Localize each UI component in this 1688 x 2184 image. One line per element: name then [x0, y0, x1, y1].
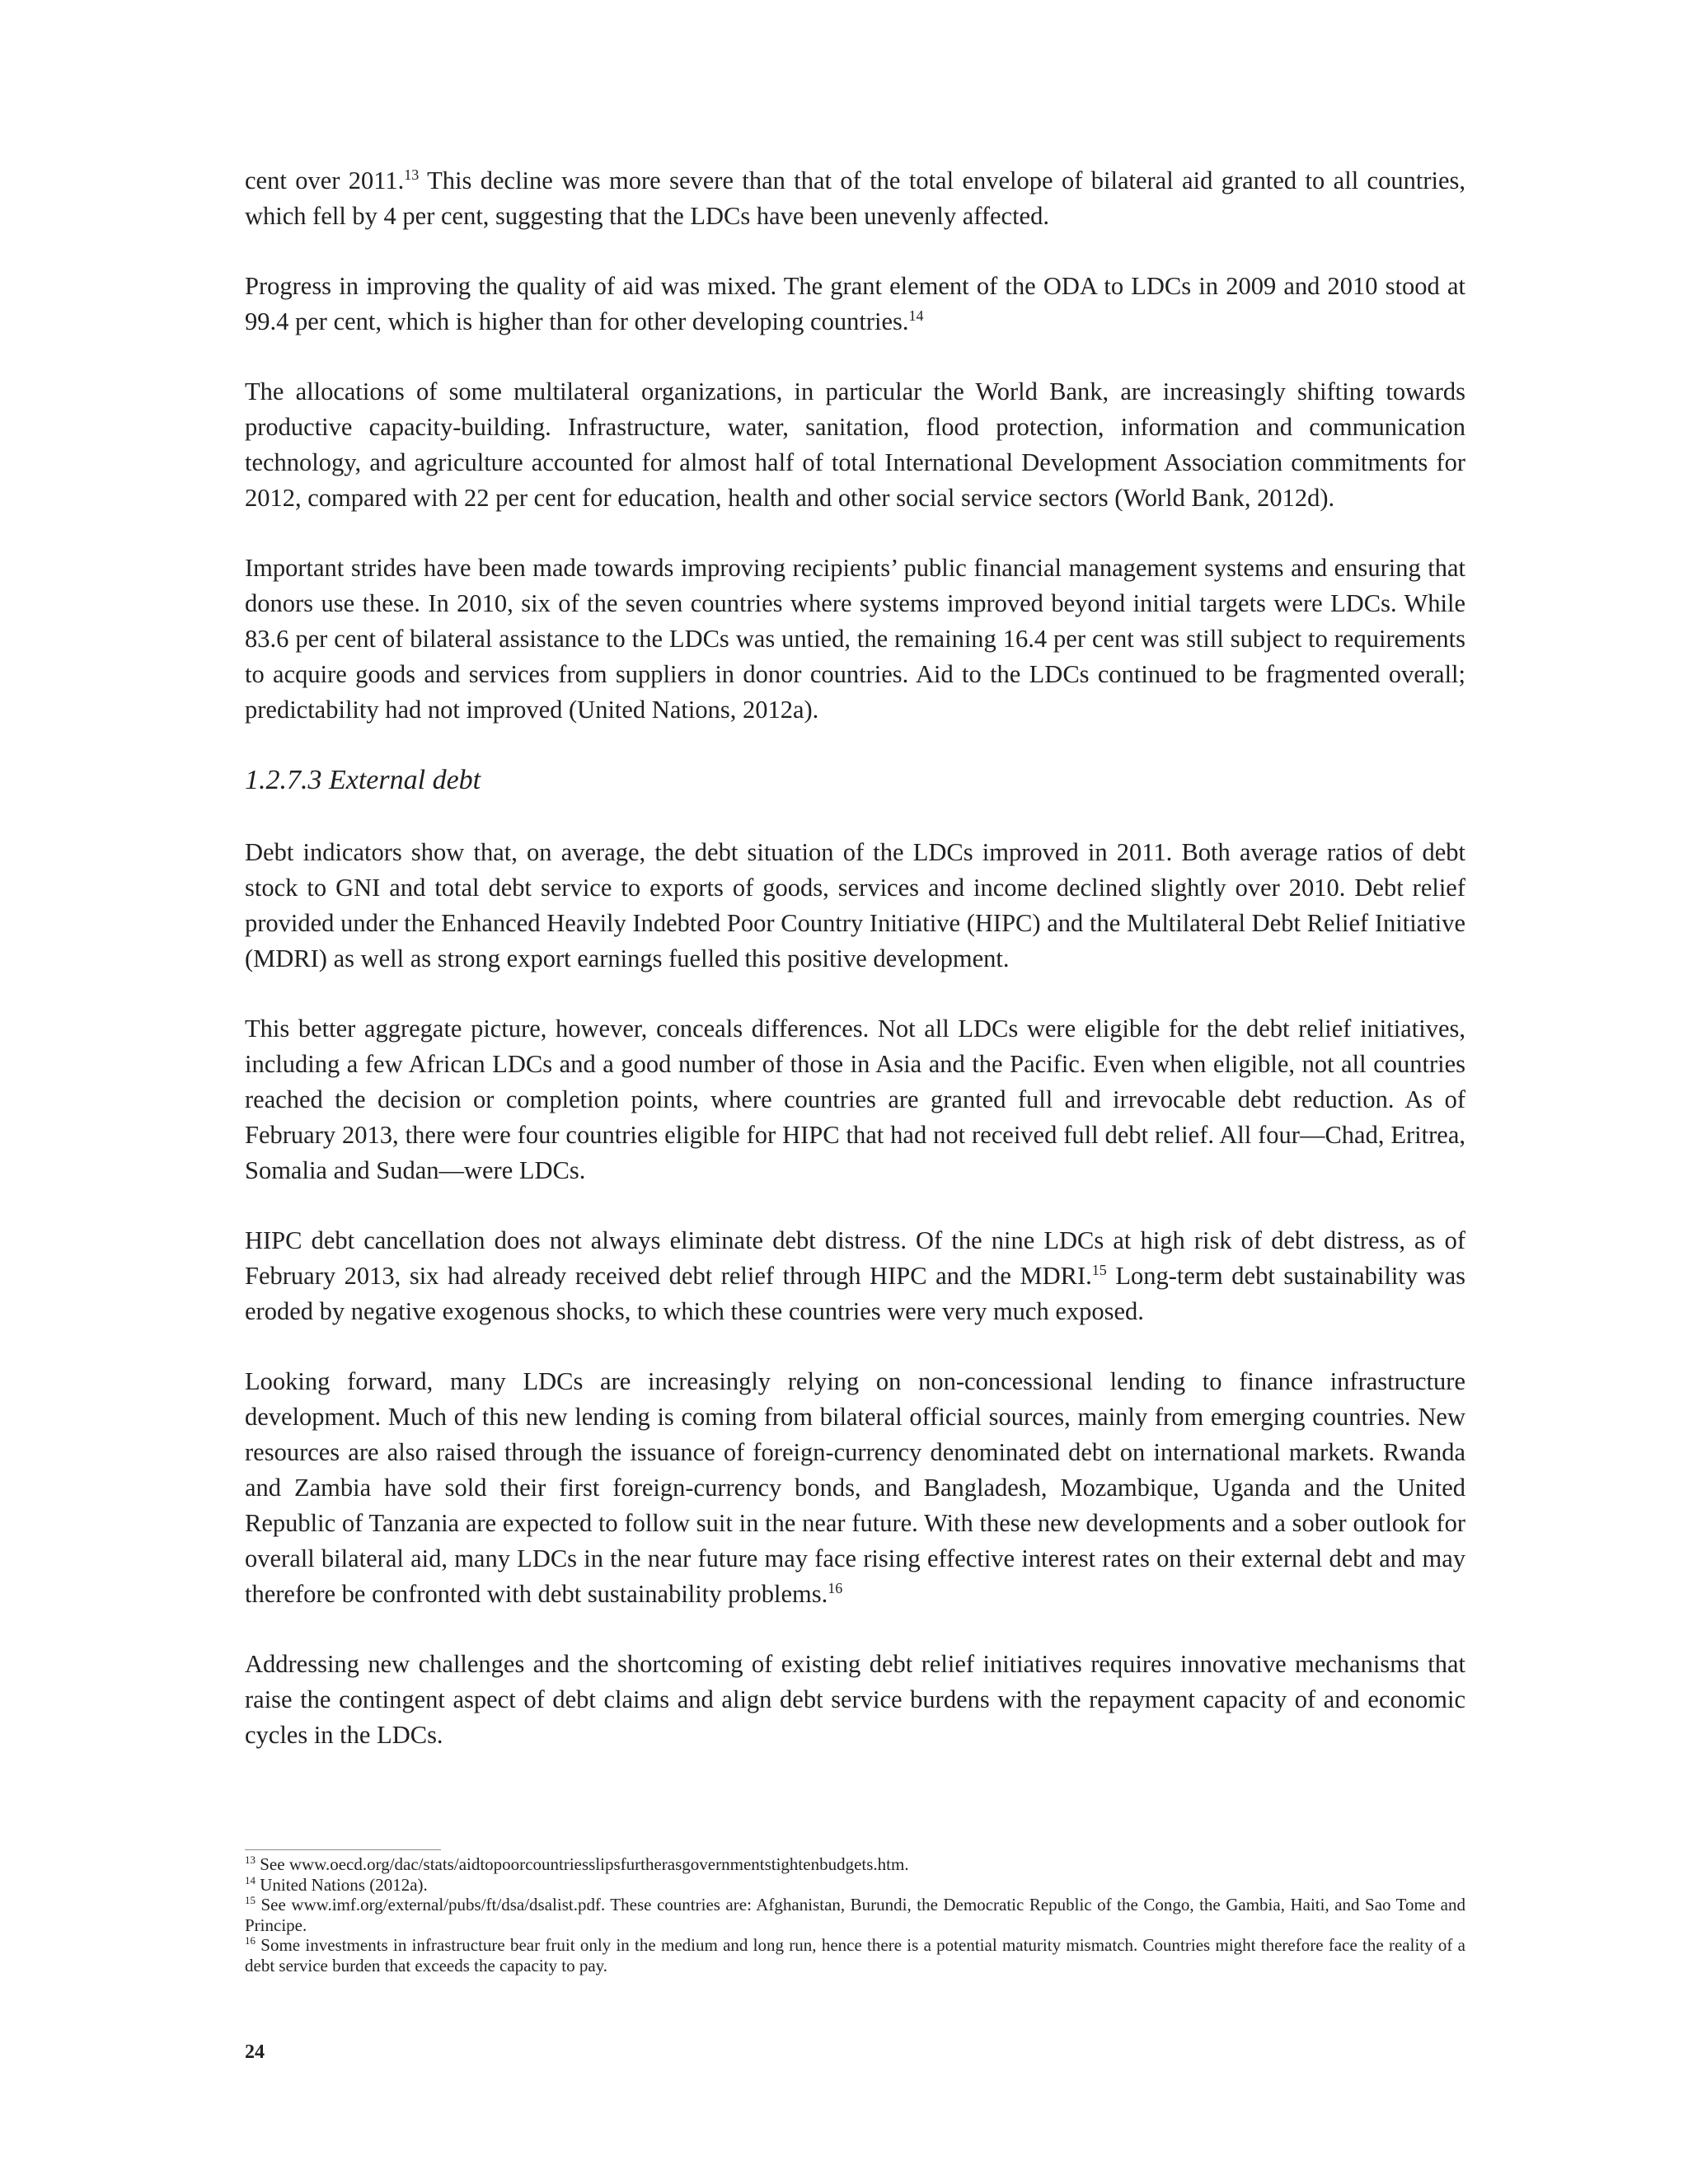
paragraph-financial-management: Important strides have been made towards improving recipients’ public financial management systems and ensuring that donors use these. In 2010, six of the seven countries where systems improved beyond initial targets were LDCs. While 83.6 per cent of bilateral assistance to the LDCs was untied, the remaining 16.4 per cent was still subject to requirements to acquire goods and services from suppliers in donor countries. Aid to the LDCs continued to be fragmented overall; predictability had not improved (United Nations, 2012a). [245, 554, 1465, 724]
footnote-ref-16[interactable]: 16 [828, 1579, 843, 1596]
paragraph-aggregate-picture: This better aggregate picture, however, conceals differences. Not all LDCs were eligible for the debt relief initiatives, including a few African LDCs and a good number of those in Asia and the Pacific. Even when eligible, not all countries reached the decision or completion points, where countries are granted full and irrevocable debt reduction. As of February 2013, there were four countries eligible for HIPC that had not received full debt relief. All four—Chad, Eritrea, Somalia and Sudan—were LDCs. [245, 1015, 1465, 1184]
footnote-ref-14[interactable]: 14 [908, 307, 924, 324]
paragraph-looking-forward: Looking forward, many LDCs are increasingly relying on non-concessional lending to finance infrastructure development. Much of this new lending is coming from bilateral official sources, mainly from emerging countries. New resources are also raised through the issuance of foreign-currency denominated debt on international markets. Rwanda and Zambia have sold their first foreign-currency bonds, and Bangladesh, Mozambique, Uganda and the United Republic of Tanzania are expected to follow suit in the near future. With these new developments and a sober outlook for overall bilateral aid, many LDCs in the near future may face rising effective interest rates on their external debt and may therefore be confronted with debt sustainability problems.$^{16}$ [245, 1367, 1465, 1608]
paragraph-aid-quality: Progress in improving the quality of aid was mixed. The grant element of the ODA to LDCs in 2009 and 2010 stood at 99.4 per cent, which is higher than for other developing countries.$^{14}$ [245, 272, 1465, 335]
footnote-14: $^{14}$ United Nations (2012a). [245, 1873, 428, 1895]
footnote-13: $^{13}$ See www.oecd.org/dac/stats/aidtopoorcountriesslipsfurtherasgovernmentstightenbudgets.htm. [245, 1854, 909, 1874]
paragraph-oda-decline: cent over 2011.13 This decline was more severe than that of the total envelope of bilateral aid granted to all countries, which fell by 4 per cent, suggesting that the LDCs have been unevenly affected. [245, 166, 1465, 230]
section-heading: 1.2.7.3 External debt [245, 765, 481, 795]
body-text [245, 163, 1465, 1788]
paragraph-hipc-cancellation: HIPC debt cancellation does not always eliminate debt distress. Of the nine LDCs at high risk of debt distress, as of February 2013, six had already received debt relief through HIPC and the MDRI.$^{15}$ Long-term debt sustainability was eroded by negative exogenous shocks, to which these countries were very much exposed. [245, 1226, 1465, 1325]
footnote-15: $^{15}$ See www.imf.org/external/pubs/ft/dsa/dsalist.pdf. These countries are: Afghanistan, Burundi, the Democratic Republic of the Congo, the Gambia, Haiti, and Sao Tome and Principe. [245, 1894, 1465, 1935]
footnote-ref-15[interactable]: 15 [1091, 1261, 1107, 1278]
footnote-16: $^{16}$ Some investments in infrastructure bear fruit only in the medium and long run, hence there is a potential maturity mismatch. Countries might therefore face the reality of a debt service burden that exceeds the capacity to pay. [245, 1934, 1465, 1975]
footnote-divider [245, 1849, 441, 1850]
paragraph-new-challenges: Addressing new challenges and the shortcoming of existing debt relief initiatives requires innovative mechanisms that raise the contingent aspect of debt claims and align debt service burdens with the repayment capacity of and economic cycles in the LDCs. [245, 1650, 1465, 1749]
footnotes [245, 1854, 1465, 1975]
paragraph-multilateral-allocations: The allocations of some multilateral organizations, in particular the World Bank, are increasingly shifting towards productive capacity-building. Infrastructure, water, sanitation, flood protection, information and communication technology, and agriculture accounted for almost half of total International Development Association commitments for 2012, compared with 22 per cent for education, health and other social service sectors (World Bank, 2012d). [245, 377, 1465, 512]
page-number: 24 [245, 2041, 265, 2063]
paragraph-debt-indicators: Debt indicators show that, on average, the debt situation of the LDCs improved in 2011. Both average ratios of debt stock to GNI and total debt service to exports of goods, services and income declined slightly over 2010. Debt relief provided under the Enhanced Heavily Indebted Poor Country Initiative (HIPC) and the Multilateral Debt Relief Initiative (MDRI) as well as strong export earnings fuelled this positive development. [245, 838, 1465, 972]
footnote-ref-13[interactable]: 13 [404, 166, 420, 183]
